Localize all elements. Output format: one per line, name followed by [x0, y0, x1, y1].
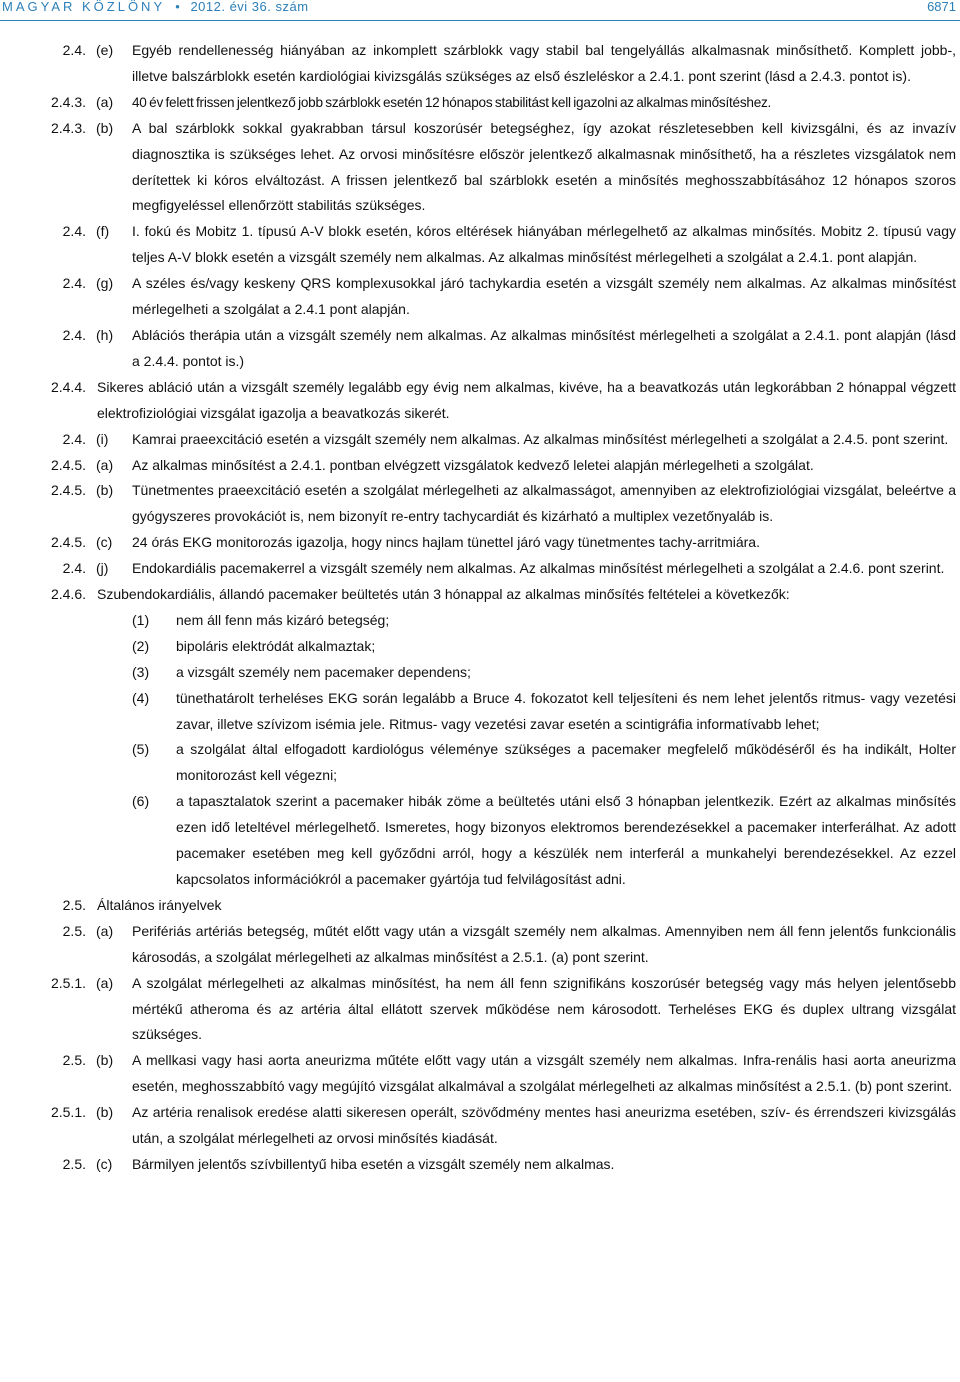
paragraph-text: 24 órás EKG monitorozás igazolja, hogy nincs hajlam tünettel járó vagy tünetmentes tachy-arritmiára.	[132, 534, 760, 551]
paragraph	[0, 1048, 960, 1100]
item-letter: (g)	[96, 275, 114, 292]
section-number: 2.4.5.	[50, 456, 86, 473]
paragraph	[0, 971, 960, 1049]
paragraph-text: A széles és/vagy keskeny QRS komplexusokkal járó tachykardia esetén a vizsgált személy nem alkalmas. Az alkalmas minősítést mérlegelheti a szolgálat a 2.4.1 pont alapján.	[132, 275, 956, 318]
page-number: 6871	[927, 0, 956, 14]
publication-line	[2, 0, 309, 14]
paragraph-text: A szolgálat mérlegelheti az alkalmas minősítést, ha nem áll fenn szignifikáns koszorúsér betegség vagy más helyen jelentősebb mértékű atheroma és az artéria által ellátott szervek működése nem károsodott. Terheléses EKG és duplex ultrang vizsgálat szükséges.	[132, 974, 956, 1043]
list-item	[0, 737, 960, 789]
paragraph-text: Bármilyen jelentős szívbillentyű hiba esetén a vizsgált személy nem alkalmas.	[132, 1155, 615, 1172]
section-number: 2.4.	[62, 560, 86, 577]
list-item-number: (3)	[132, 663, 150, 680]
paragraph-text: Általános irányelvek	[97, 896, 222, 913]
item-letter: (a)	[96, 456, 114, 473]
list-item-text: a vizsgált személy nem pacemaker dependens;	[176, 663, 471, 680]
section-number: 2.4.5.	[50, 482, 86, 499]
section-number: 2.4.	[62, 326, 86, 343]
paragraph-text: 40 év felett frissen jelentkező jobb szárblokk esetén 12 hónapos stabilitást kell igazolni az alkalmas minősítéshez.	[132, 94, 772, 110]
paragraph	[0, 375, 960, 427]
publication-title: MAGYAR KÖZLÖNY	[2, 0, 166, 14]
paragraph	[0, 453, 960, 479]
section-number: 2.5.	[62, 896, 86, 913]
item-letter: (c)	[96, 534, 113, 551]
section-number: 2.5.1.	[50, 1104, 86, 1121]
paragraph-text: Sikeres abláció után a vizsgált személy legalább egy évig nem alkalmas, kivéve, ha a beavatkozás után legkorábban 2 hónappal végzett elektrofiziológiai vizsgálat igazolja a beavatkozás sikerét.	[97, 378, 956, 421]
list-item-text: nem áll fenn más kizáró betegség;	[176, 611, 390, 628]
paragraph-text: Kamrai praeexcitáció esetén a vizsgált személy nem alkalmas. Az alkalmas minősítést mérlegelheti a szolgálat a 2.4.5. pont szerint.	[132, 430, 949, 447]
section-number: 2.4.	[62, 430, 86, 447]
paragraph-text: Az artéria renalisok eredése alatti sikeresen operált, szövődmény mentes hasi aneurizma esetében, szív- és érrendszeri kivizsgálás után, a szolgálat mérlegelheti az orvosi minősítés kiadását.	[132, 1104, 956, 1147]
item-letter: (a)	[96, 922, 114, 939]
list-item-number: (5)	[132, 741, 150, 758]
paragraph-text: Perifériás artériás betegség, műtét előtt vagy után a vizsgált személy nem alkalmas. Amennyiben nem áll fenn jelentős funkcionális károsodás, a szolgálat mérlegelheti az alkalmas minősítést a 2.5.1. (a) pont szerint.	[132, 922, 956, 965]
section-number: 2.4.	[62, 275, 86, 292]
bullet-separator: •	[175, 0, 181, 14]
document-body	[0, 38, 960, 1178]
paragraph	[0, 116, 960, 220]
list-item-number: (2)	[132, 637, 150, 654]
paragraph	[0, 1100, 960, 1152]
item-letter: (b)	[96, 119, 114, 136]
list-item	[0, 686, 960, 738]
list-item	[0, 608, 960, 634]
section-number: 2.5.	[62, 1052, 86, 1069]
section-number: 2.5.	[62, 1155, 86, 1172]
paragraph	[0, 1152, 960, 1178]
paragraph	[0, 919, 960, 971]
paragraph	[0, 582, 960, 608]
item-letter: (b)	[96, 482, 114, 499]
paragraph	[0, 271, 960, 323]
paragraph-text: Az alkalmas minősítést a 2.4.1. pontban elvégzett vizsgálatok kedvező leletei alapján mérlegelheti a szolgálat.	[132, 456, 814, 473]
list-item-text: bipoláris elektródát alkalmaztak;	[176, 637, 376, 654]
item-letter: (a)	[96, 93, 114, 110]
item-letter: (f)	[96, 223, 110, 240]
item-letter: (c)	[96, 1155, 113, 1172]
section-number: 2.4.3.	[50, 119, 86, 136]
list-item-number: (6)	[132, 793, 150, 810]
item-letter: (h)	[96, 326, 114, 343]
list-item	[0, 660, 960, 686]
list-item-text: a tapasztalatok szerint a pacemaker hibák zöme a beültetés utáni első 3 hónapban jelentkezik. Ezért az alkalmas minősítés ezen idő leteltével mérlegelhető. Ismeretes, hogy bizonyos elektromos berendezésekkel a pacemaker interferálhat. Az adott pacemaker esetében meg kell győződni arról, hogy a készülék nem interferál a munkahelyi berendezésekkel. Az ezzel kapcsolatos információkról a pacemaker gyártója tud felvilágosítást adni.	[176, 793, 956, 887]
paragraph-text: Endokardiális pacemakerrel a vizsgált személy nem alkalmas. Az alkalmas minősítést mérlegelheti a szolgálat a 2.4.6. pont szerint.	[132, 560, 945, 577]
section-number: 2.4.6.	[50, 586, 86, 603]
paragraph-text: A bal szárblokk sokkal gyakrabban társul koszorúsér betegséghez, így azokat részletesebben kell kivizsgálni, és az invazív diagnosztika is szükséges lehet. Az orvosi minősítésre először jelentkező alkalmasnak minősíthető, ha a részletes vizsgálatok nem derítettek ki kóros elváltozást. A frissen jelentkező bal szárblokk esetén a minősítés meghosszabbításához 12 hónapos szoros megfigyeléssel ellenőrzött stabilitás szükséges.	[132, 119, 956, 214]
paragraph-text: A mellkasi vagy hasi aorta aneurizma műtéte előtt vagy után a vizsgált személy nem alkalmas. Infra-renális hasi aorta aneurizma esetén, meghosszabbító vagy megújító vizsgálat alkalmával a szolgálat mérlegelheti az alkalmas minősítést a 2.5.1. (b) pont szerint.	[132, 1052, 956, 1095]
item-letter: (j)	[96, 560, 109, 577]
paragraph	[0, 90, 960, 116]
paragraph	[0, 530, 960, 556]
issue-label: 2012. évi 36. szám	[190, 0, 309, 14]
list-item	[0, 634, 960, 660]
list-item-text: tünethatárolt terheléses EKG során legalább a Bruce 4. fokozatot kell teljesíteni és nem lehet jelentős ritmus- vagy vezetési zavar, illetve szívizom isémia jele. Ritmus- vagy vezetési zavar esetén a scintigráfia informatívabb lehet;	[176, 689, 956, 732]
header-rule	[0, 20, 960, 21]
item-letter: (b)	[96, 1104, 114, 1121]
list-item-text: a szolgálat által elfogadott kardiológus véleménye szükséges a pacemaker megfelelő működéséről és ha indikált, Holter monitorozást kell végezni;	[176, 741, 956, 784]
paragraph	[0, 38, 960, 90]
paragraph-text: Tünetmentes praeexcitáció esetén a szolgálat mérlegelheti az alkalmasságot, amennyiben az elektrofiziológiai vizsgálat, beleértve a gyógyszeres provokációt is, nem bizonyít re-entry tachycardiát és kizárható a multiplex vezetőnyaláb is.	[132, 482, 956, 525]
section-number: 2.4.4.	[50, 378, 86, 395]
paragraph	[0, 556, 960, 582]
list-item-number: (1)	[132, 611, 150, 628]
item-letter: (a)	[96, 974, 114, 991]
section-number: 2.4.3.	[50, 93, 86, 110]
page-header	[0, 0, 960, 28]
paragraph-text: Szubendokardiális, állandó pacemaker beültetés után 3 hónappal az alkalmas minősítés feltételei a következők:	[97, 586, 790, 603]
section-number: 2.4.	[62, 42, 86, 58]
paragraph-text: I. fokú és Mobitz 1. típusú A-V blokk esetén, kóros eltérések hiányában mérlegelhető az alkalmas minősítés. Mobitz 2. típusú vagy teljes A-V blokk esetén a vizsgált személy nem alkalmas. Az alkalmas minősítést mérlegelheti a szolgálat a 2.4.1. pont alapján.	[132, 223, 956, 266]
list-item-number: (4)	[132, 689, 150, 706]
list-item	[0, 789, 960, 893]
paragraph	[0, 478, 960, 530]
paragraph	[0, 427, 960, 453]
section-number: 2.4.	[62, 223, 86, 240]
section-number: 2.5.	[62, 922, 86, 939]
paragraph-text: Ablációs therápia után a vizsgált személy nem alkalmas. Az alkalmas minősítést mérlegelheti a szolgálat a 2.4.1. pont alapján (lásd a 2.4.4. pontot is.)	[132, 326, 956, 369]
paragraph	[0, 893, 960, 919]
paragraph-text: Egyéb rendellenesség hiányában az inkomplett szárblokk vagy stabil bal tengelyállás alkalmasnak minősíthető. Komplett jobb-, illetve balszárblokk esetén kardiológiai kivizsgálás szükséges az első észleléskor a 2.4.1. pont szerint (lásd a 2.4.3. pontot is).	[132, 42, 956, 84]
paragraph	[0, 219, 960, 271]
section-number: 2.5.1.	[50, 974, 86, 991]
item-letter: (e)	[96, 42, 114, 58]
item-letter: (i)	[96, 430, 109, 447]
section-number: 2.4.5.	[50, 534, 86, 551]
item-letter: (b)	[96, 1052, 114, 1069]
paragraph	[0, 323, 960, 375]
